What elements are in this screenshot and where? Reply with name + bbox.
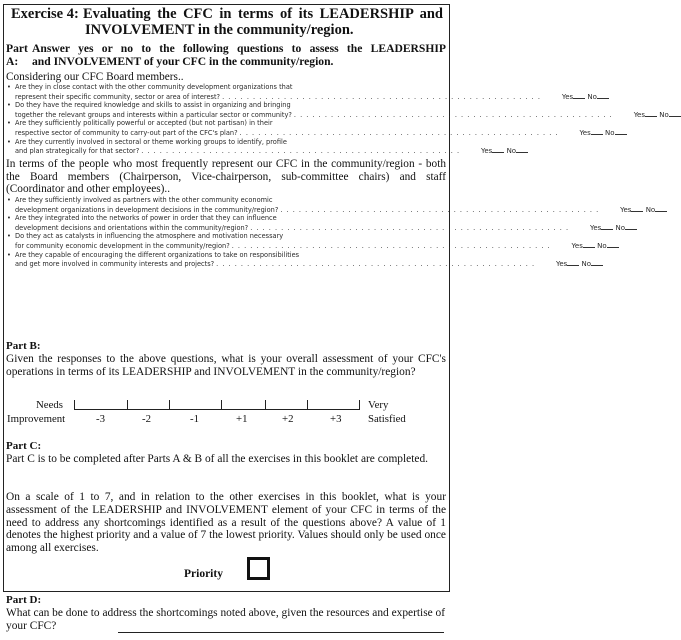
part-a-heading-line-2: and INVOLVEMENT of your CFC in the community/region. (32, 55, 334, 68)
yes-label: Yes (561, 92, 574, 101)
question-text: and plan strategically for that sector? (15, 147, 140, 156)
yes-no-answer[interactable] (561, 128, 627, 138)
question-text: represent their specific community, sector or area of interest? (15, 92, 221, 101)
bullet-icon: • (7, 232, 11, 241)
question-text: Are they capable of encouraging the different organizations to take on responsibilities (15, 250, 300, 259)
yes-blank[interactable] (567, 259, 579, 266)
question-text: Are they in close contact with the other community development organizations that (15, 83, 293, 91)
priority-input-box[interactable] (247, 557, 270, 580)
people-intro: In terms of the people who most frequently represent our CFC in the community/region - both the Board members (Chairperson, Vice-chairperson, sub-committee chairs) and staff (Coordinator and other employees).. (6, 158, 446, 195)
scale-value[interactable]: +3 (330, 413, 342, 425)
question-item (6, 250, 592, 269)
no-label: No (659, 110, 669, 119)
yes-no-answer[interactable] (601, 205, 667, 215)
question-item (6, 101, 669, 119)
yes-blank[interactable] (583, 241, 595, 248)
question-text: Are they sufficiently involved as partners with the other community economic (15, 196, 273, 204)
yes-label: Yes (633, 110, 645, 119)
scale-left-label-1: Needs (36, 399, 63, 411)
yes-label: Yes (579, 128, 591, 137)
bullet-icon: • (7, 250, 11, 259)
no-blank[interactable] (607, 241, 619, 248)
no-blank[interactable] (625, 223, 637, 230)
scale-value[interactable]: -3 (96, 413, 105, 425)
yes-label: Yes (555, 260, 568, 269)
yes-label: Yes (590, 223, 602, 232)
part-a-label: Part A: (6, 42, 28, 68)
yes-label: Yes (620, 205, 632, 214)
no-label: No (506, 147, 517, 156)
question-text: Do they act as catalysts in influencing the atmosphere and motivation necessary (15, 232, 284, 241)
bullet-icon: • (7, 119, 11, 128)
dot-leader: . . . . . . . . . . . . . . . . . . . . . . . . . . . . . . . . . . . . . . . . . . . . . . . . . . . . (222, 92, 541, 101)
yes-no-answer[interactable] (615, 110, 681, 120)
bullet-icon: • (7, 101, 11, 110)
yes-no-answer[interactable] (462, 146, 528, 156)
no-blank[interactable] (669, 110, 681, 117)
question-item (6, 137, 517, 156)
scale-left-label-2: Improvement (7, 413, 66, 425)
part-c-text: Part C is to be completed after Parts A & B of all the exercises in this booklet are completed. (6, 453, 428, 465)
bullet-icon: • (7, 196, 11, 204)
exercise-number: Exercise 4: (11, 6, 79, 22)
question-item (6, 119, 615, 137)
no-label: No (581, 260, 592, 269)
yes-blank[interactable] (492, 146, 504, 153)
part-b-text: Given the responses to the above questions, what is your overall assessment of your CFC's operations in terms of its LEADERSHIP and INVOLVEMENT in the community/region? (6, 353, 446, 378)
answer-line[interactable] (118, 632, 444, 633)
dot-leader: . . . . . . . . . . . . . . . . . . . . . . . . . . . . . . . . . . . . . . . . . . . . . . . . . . . . (239, 128, 559, 137)
yes-blank[interactable] (645, 110, 657, 117)
no-blank[interactable] (655, 205, 667, 212)
no-blank[interactable] (615, 128, 627, 135)
exercise-title-line-1: Evaluating the CFC in terms of its LEADERSHIP and (83, 6, 443, 22)
no-label: No (597, 241, 607, 250)
question-text: Are they sufficiently politically powerful or accepted (but not partisan) in their (15, 119, 273, 128)
dot-leader: . . . . . . . . . . . . . . . . . . . . . . . . . . . . . . . . . . . . . . . . . . . . . . . . . . . . (216, 260, 536, 269)
question-item (6, 214, 626, 232)
dot-leader: . . . . . . . . . . . . . . . . . . . . . . . . . . . . . . . . . . . . . . . . . . . . . . . . . . . . (231, 241, 551, 250)
yes-blank[interactable] (591, 128, 603, 135)
no-label: No (587, 92, 597, 101)
yes-label: Yes (571, 241, 583, 250)
yes-blank[interactable] (601, 223, 613, 230)
question-text: development decisions and orientations within the community/region? (15, 223, 249, 232)
bullet-icon: • (7, 214, 11, 223)
bullet-icon: • (7, 137, 11, 146)
exercise-title (11, 6, 443, 38)
dot-leader: . . . . . . . . . . . . . . . . . . . . . . . . . . . . . . . . . . . . . . . . . . . . . . . . . . . . (250, 223, 570, 232)
question-text: development organizations in development decisions in the community/region? (15, 205, 279, 214)
question-text: together the relevant groups and interests within a particular sector or community? (15, 110, 292, 119)
yes-no-answer[interactable] (553, 241, 619, 251)
no-label: No (615, 223, 626, 232)
scale-value[interactable]: +1 (236, 413, 248, 425)
no-label: No (645, 205, 656, 214)
question-item (6, 196, 656, 214)
considering-intro: Considering our CFC Board members.. (6, 71, 184, 83)
question-item (6, 232, 607, 250)
part-c-scale-question: On a scale of 1 to 7, and in relation to the other exercises in this booklet, what is your assessment of the LEADERSHIP and INVOLVEMENT element of your CFC in terms of the need to address any shortcomings identified as a result of the questions above? A value of 1 denotes the highest priority and a value of 7 the lowest priority. Values should only be used once among all exercises. (6, 491, 446, 555)
yes-no-answer[interactable] (543, 92, 609, 102)
scale-right-label-2: Satisfied (368, 413, 406, 425)
question-text: Are they integrated into the networks of power in order that they can influence (15, 214, 277, 223)
scale-value[interactable]: +2 (282, 413, 294, 425)
question-text: respective sector of community to carry-out part of the CFC's plan? (15, 128, 238, 137)
part-a-heading-line-1: Answer yes or no to the following questions to assess the LEADERSHIP (32, 42, 446, 55)
yes-blank[interactable] (631, 205, 643, 212)
question-list-representatives (6, 196, 656, 269)
dot-leader: . . . . . . . . . . . . . . . . . . . . . . . . . . . . . . . . . . . . . . . . . . . . . . . . . . . . (293, 110, 613, 119)
dot-leader: . . . . . . . . . . . . . . . . . . . . . . . . . . . . . . . . . . . . . . . . . . . . . . . . . . . . (280, 205, 600, 214)
bullet-icon: • (7, 83, 11, 91)
part-d-text: What can be done to address the shortcomings noted above, given the resources and expertise of your CFC? (6, 607, 446, 632)
no-label: No (604, 128, 615, 137)
no-blank[interactable] (597, 92, 609, 99)
part-a-heading (6, 42, 446, 68)
question-text: Are they currently involved in sectoral or theme working groups to identify, profile (15, 137, 287, 146)
question-text: for community economic development in the community/region? (15, 241, 230, 250)
scale-right-label-1: Very (368, 399, 389, 411)
part-c-label: Part C: (6, 440, 42, 452)
scale-value[interactable]: -2 (142, 413, 151, 425)
yes-no-answer[interactable] (537, 259, 603, 269)
dot-leader: . . . . . . . . . . . . . . . . . . . . . . . . . . . . . . . . . . . . . . . . . . . . . . . . . . . . (141, 147, 461, 156)
assessment-scale[interactable] (6, 399, 446, 427)
scale-value[interactable]: -1 (190, 413, 199, 425)
no-blank[interactable] (516, 146, 528, 153)
yes-blank[interactable] (573, 92, 585, 99)
question-list-board-members (6, 83, 669, 156)
exercise-title-line-2: INVOLVEMENT in the community/region. (85, 22, 354, 38)
question-text: Do they have the required knowledge and skills to assist in organizing and bringing (15, 101, 291, 110)
question-text: and get more involved in community interests and projects? (15, 260, 215, 269)
yes-label: Yes (481, 147, 493, 156)
no-blank[interactable] (591, 259, 603, 266)
priority-label: Priority (184, 568, 223, 580)
question-item (6, 83, 597, 101)
part-d-label: Part D: (6, 594, 42, 606)
part-b-label: Part B: (6, 340, 41, 352)
yes-no-answer[interactable] (571, 223, 637, 233)
